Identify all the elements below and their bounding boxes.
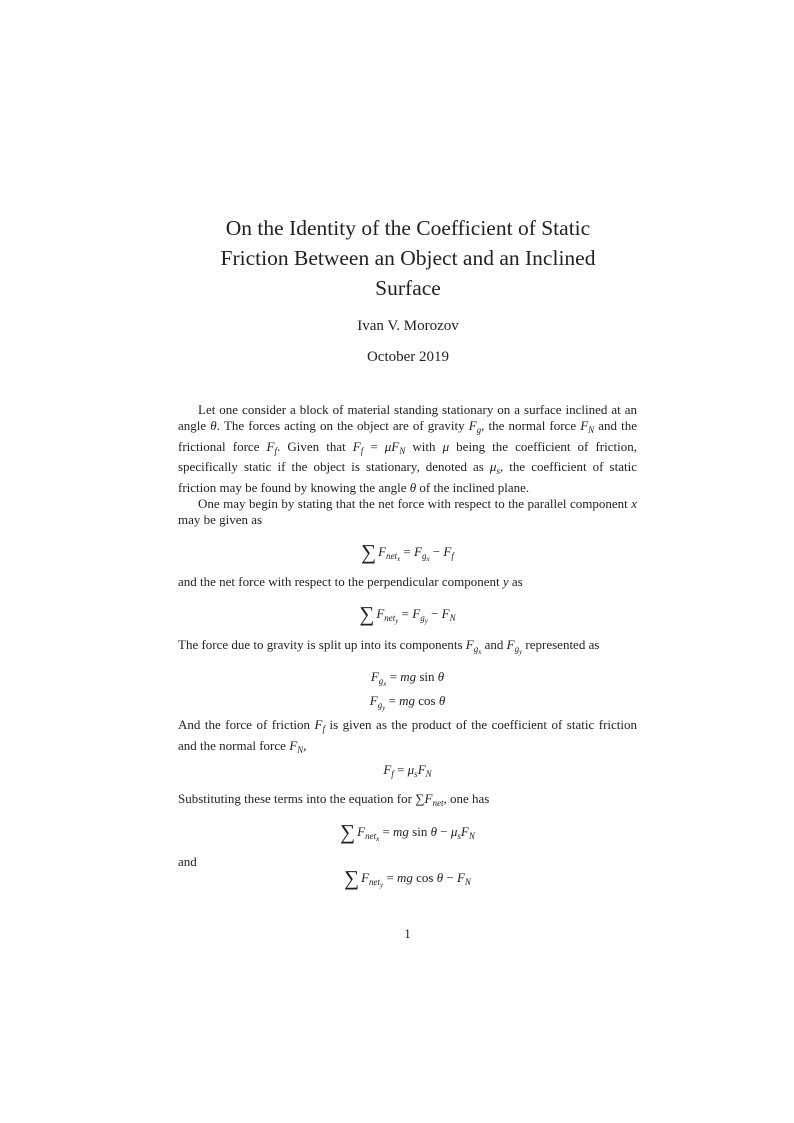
title-line: Surface bbox=[375, 276, 441, 300]
paragraph-and: and bbox=[178, 854, 197, 869]
equation-gx: $F_{g_x}$ = mg sin θ bbox=[370, 669, 445, 688]
paragraph-substituting: Substituting these terms into the equation for $\sum F_{net}$, one has bbox=[178, 791, 490, 808]
paragraph-intro: Let one consider a block of material standing stationary on a surface inclined at an angle θ. The forces acting on the object are of gravity $F_g$, the normal force $F_N$ and the frictional force $F_f$. Given that $F_f = \mu F_N$ with μ being the coefficient of friction, specifically static if the object is stationary, denoted as $\mu_s$, the coefficient of static friction may be found by knowing the angle θ of the inclined plane. One may begin by stating that the net force with respect to the parallel component x may be given as bbox=[178, 402, 638, 527]
paragraph-perp: and the net force with respect to the perpendicular component y as bbox=[178, 574, 523, 589]
title-line: Friction Between an Object and an Inclined bbox=[220, 246, 596, 270]
equation-net-x: ∑ $F_{net_x} = F_{g_x} - F_f$ bbox=[361, 540, 454, 564]
author: Ivan V. Morozov bbox=[357, 318, 459, 334]
paragraph-gravity: The force due to gravity is split up into its components $F_{g_x}$ and $F_{g_y}$ represented as bbox=[178, 637, 600, 656]
paragraph-friction: And the force of friction $F_f$ is given as the product of the coefficient of static friction and the normal force $F_N$, bbox=[178, 717, 638, 755]
equation-sub-x: ∑ $F_{net_x}$ = mg $\sin \theta - \mu_sF_N$ bbox=[340, 820, 475, 844]
date: October 2019 bbox=[366, 349, 450, 365]
equation-friction: $F_f = \mu_sF_N$ bbox=[383, 762, 432, 779]
title-line: On the Identity of the Coefficient of Static bbox=[225, 216, 591, 240]
equation-net-y: ∑ $F_{net_y} = F_{g_y} - F_N$ bbox=[359, 602, 456, 626]
equation-sub-y: ∑ $F_{net_y}$ = mg $\cos \theta - F_N$ bbox=[344, 866, 471, 890]
page-number: 1 bbox=[404, 926, 411, 941]
paper-title bbox=[178, 213, 638, 303]
equation-gy: $F_{g_y}$ = mg cos θ bbox=[369, 693, 446, 712]
